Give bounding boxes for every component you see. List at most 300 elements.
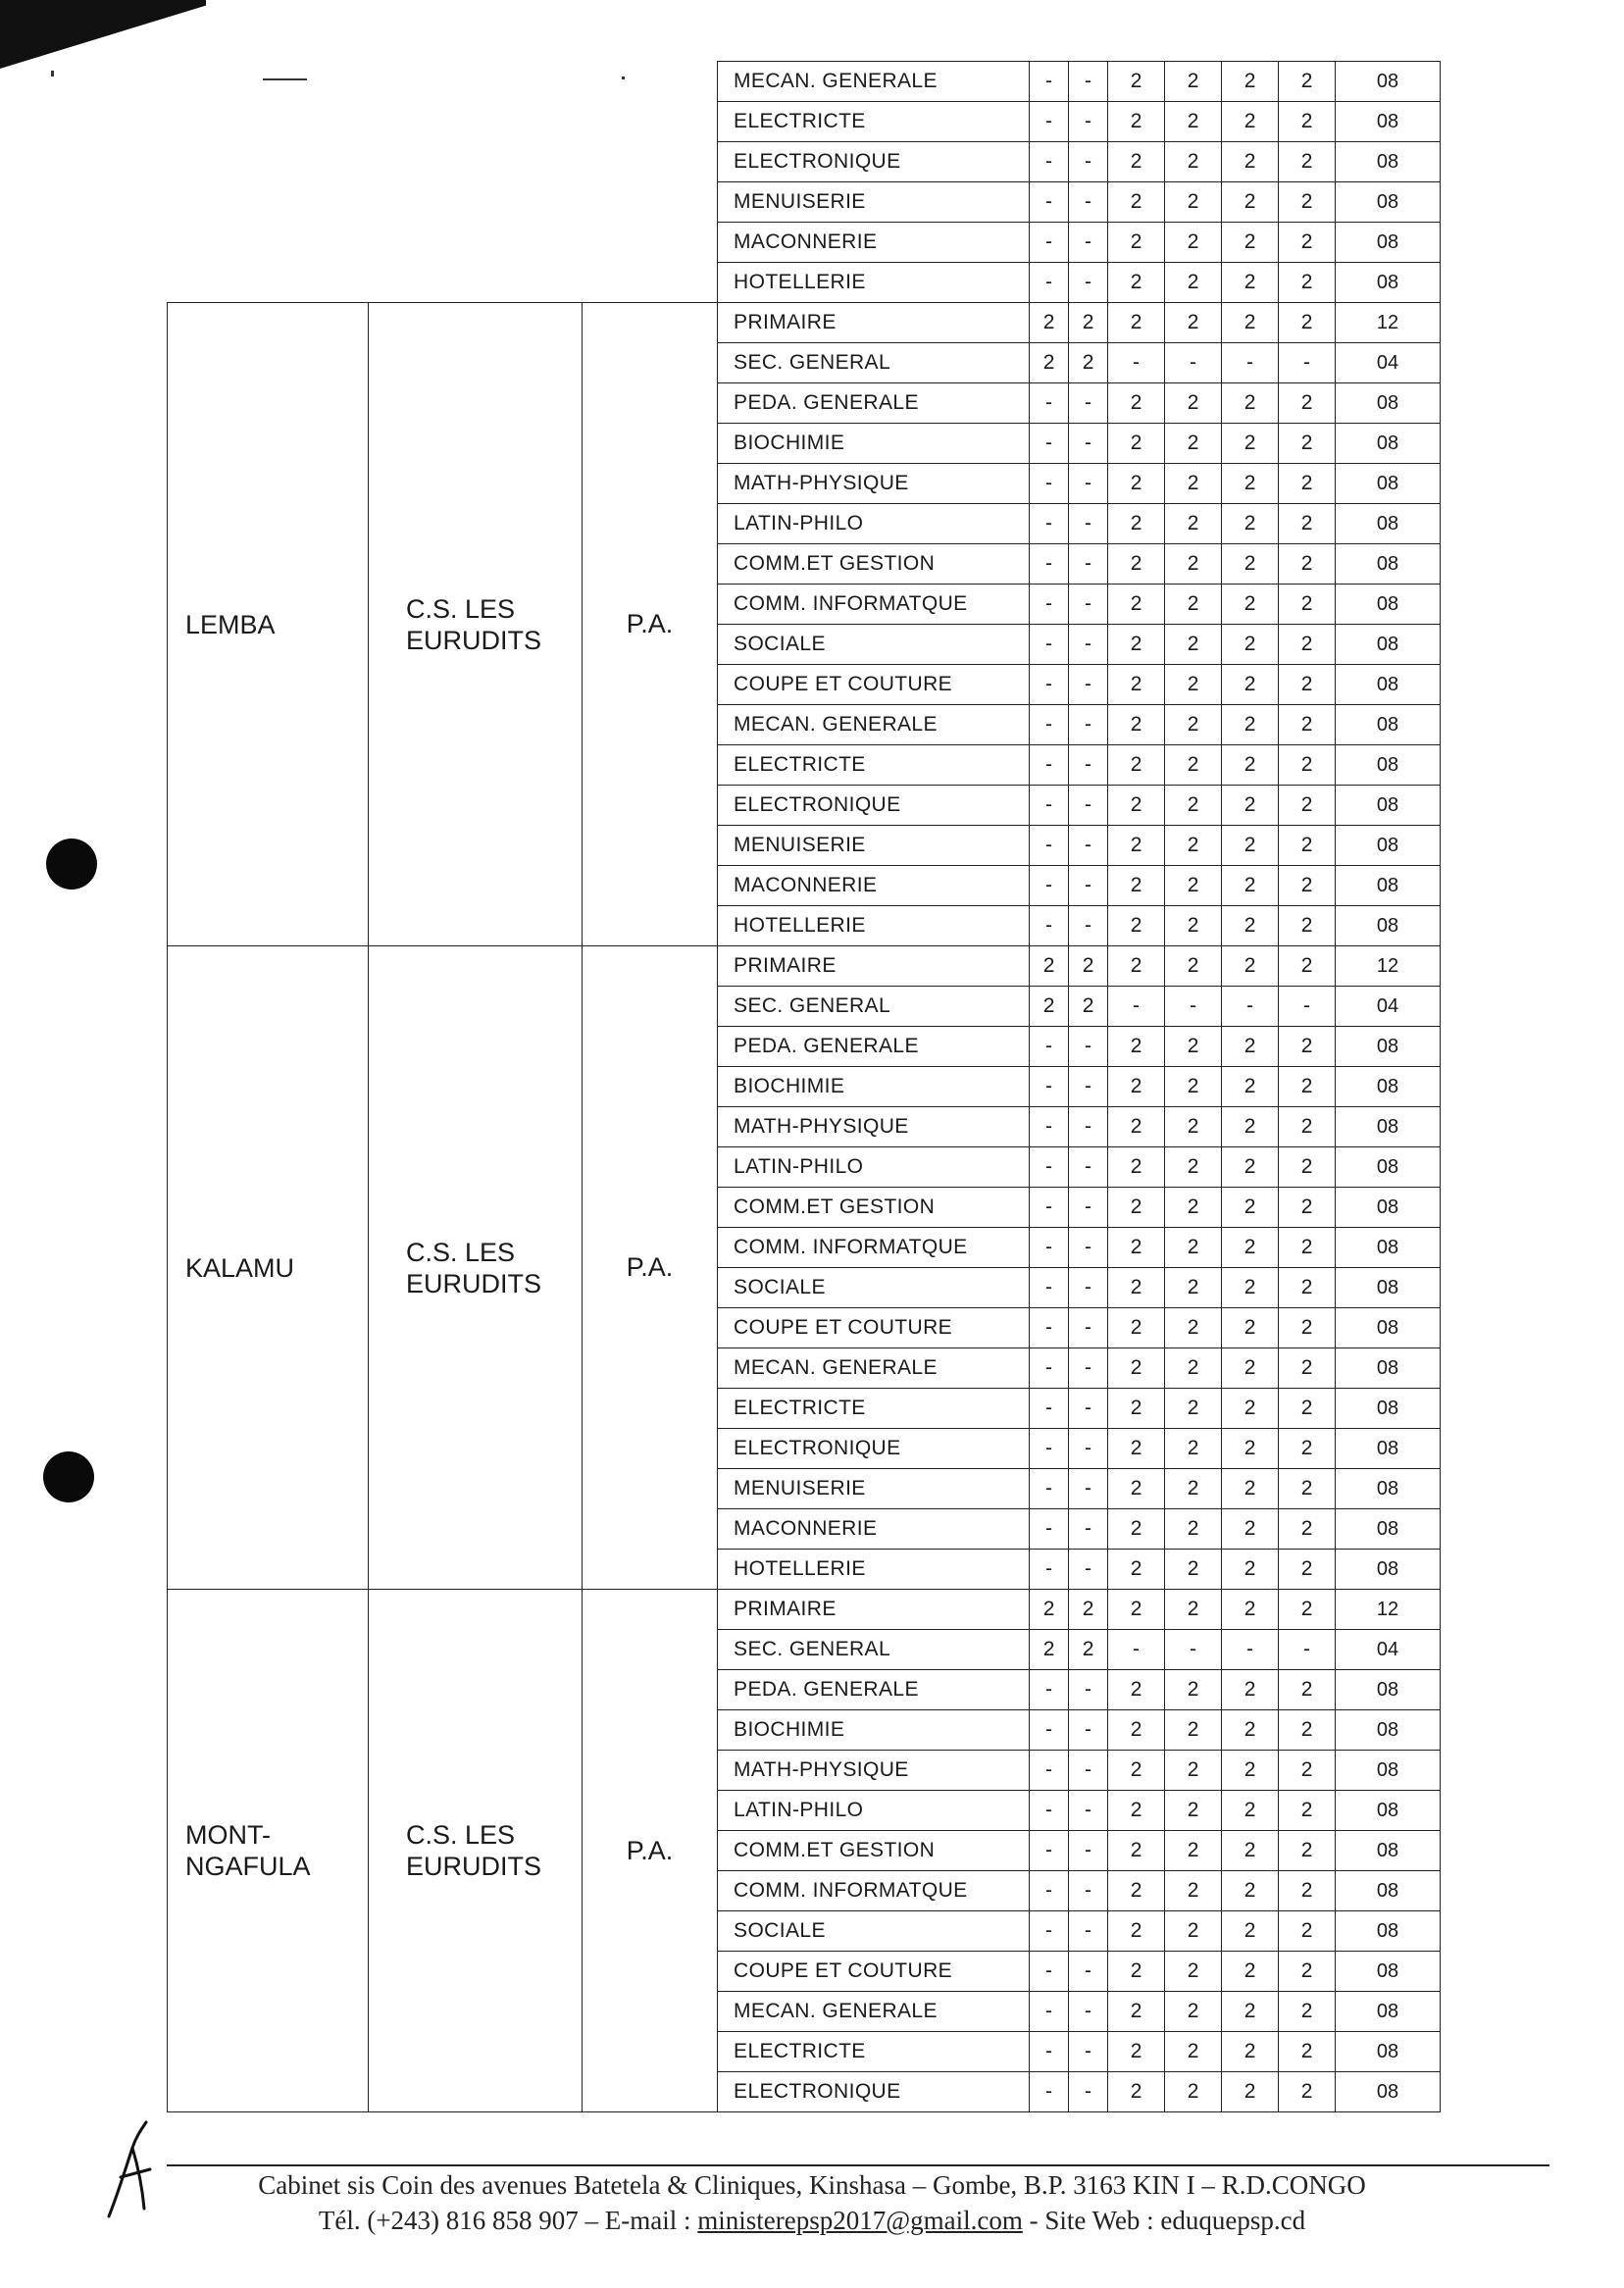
value-cell: - [1069, 1992, 1108, 2032]
total-cell: 08 [1336, 906, 1441, 946]
value-cell: 2 [1165, 544, 1222, 585]
footer-phone: Tél. (+243) 816 858 907 – E-mail : [318, 2206, 698, 2235]
value-cell: 2 [1222, 1590, 1279, 1630]
value-cell: - [1069, 1188, 1108, 1228]
filiere-cell: COMM. INFORMATQUE [718, 1228, 1030, 1268]
value-cell: - [1069, 1670, 1108, 1710]
value-cell: - [1069, 1911, 1108, 1952]
value-cell: - [1069, 1107, 1108, 1147]
value-cell: 2 [1279, 745, 1336, 786]
filiere-cell: HOTELLERIE [718, 263, 1030, 303]
filiere-cell: COUPE ET COUTURE [718, 1952, 1030, 1992]
total-cell: 08 [1336, 1228, 1441, 1268]
value-cell: - [1030, 1911, 1069, 1952]
value-cell: 2 [1108, 1429, 1165, 1469]
value-cell: 2 [1165, 665, 1222, 705]
value-cell: - [1069, 1389, 1108, 1429]
value-cell: 2 [1069, 1630, 1108, 1670]
value-cell: - [1165, 343, 1222, 383]
value-cell: 2 [1069, 987, 1108, 1027]
value-cell: - [1030, 745, 1069, 786]
total-cell: 08 [1336, 1952, 1441, 1992]
value-cell: 2 [1165, 1952, 1222, 1992]
value-cell: 2 [1165, 1550, 1222, 1590]
value-cell: 2 [1108, 1590, 1165, 1630]
schools-table [167, 61, 1441, 2112]
value-cell: - [1030, 1710, 1069, 1751]
total-cell: 12 [1336, 1590, 1441, 1630]
value-cell: 2 [1165, 464, 1222, 504]
value-cell: 2 [1108, 906, 1165, 946]
value-cell: 2 [1279, 102, 1336, 142]
total-cell: 08 [1336, 424, 1441, 464]
value-cell: - [1069, 705, 1108, 745]
value-cell: 2 [1165, 424, 1222, 464]
value-cell: - [1030, 464, 1069, 504]
value-cell: 2 [1165, 906, 1222, 946]
footer-email-link[interactable]: ministerepsp2017@gmail.com [697, 2206, 1023, 2235]
value-cell: - [1030, 1268, 1069, 1308]
value-cell: 2 [1165, 1107, 1222, 1147]
value-cell: - [1069, 1308, 1108, 1348]
footer-website: - Site Web : eduquepsp.cd [1022, 2206, 1306, 2235]
value-cell: - [1108, 343, 1165, 383]
value-cell: 2 [1279, 1107, 1336, 1147]
total-cell: 08 [1336, 1550, 1441, 1590]
total-cell: 08 [1336, 866, 1441, 906]
total-cell: 08 [1336, 625, 1441, 665]
value-cell: 2 [1222, 1710, 1279, 1751]
value-cell: 2 [1279, 182, 1336, 223]
value-cell: - [1030, 424, 1069, 464]
value-cell: - [1030, 1228, 1069, 1268]
value-cell: 2 [1108, 1871, 1165, 1911]
total-cell: 08 [1336, 1992, 1441, 2032]
total-cell: 08 [1336, 1027, 1441, 1067]
filiere-cell: ELECTRICTE [718, 2032, 1030, 2072]
total-cell: 08 [1336, 504, 1441, 544]
value-cell: 2 [1279, 1509, 1336, 1550]
total-cell: 08 [1336, 1389, 1441, 1429]
value-cell: 2 [1165, 1710, 1222, 1751]
value-cell: 2 [1108, 182, 1165, 223]
value-cell: 2 [1030, 343, 1069, 383]
filiere-cell: MACONNERIE [718, 223, 1030, 263]
value-cell: 2 [1279, 303, 1336, 343]
value-cell: - [1108, 1630, 1165, 1670]
value-cell: - [1279, 1630, 1336, 1670]
value-cell: - [1069, 182, 1108, 223]
value-cell: 2 [1222, 665, 1279, 705]
value-cell: - [1222, 1630, 1279, 1670]
total-cell: 08 [1336, 263, 1441, 303]
filiere-cell: PEDA. GENERALE [718, 1670, 1030, 1710]
value-cell: - [1069, 2072, 1108, 2112]
table-row [168, 303, 1441, 343]
value-cell: 2 [1279, 1067, 1336, 1107]
value-cell: 2 [1165, 1147, 1222, 1188]
value-cell: 2 [1279, 826, 1336, 866]
schools-table-body [168, 62, 1441, 2112]
value-cell: 2 [1222, 1348, 1279, 1389]
value-cell: 2 [1108, 1670, 1165, 1710]
value-cell: - [1069, 745, 1108, 786]
filiere-cell: LATIN-PHILO [718, 1147, 1030, 1188]
value-cell: 2 [1279, 1147, 1336, 1188]
value-cell: - [1069, 102, 1108, 142]
filiere-cell: LATIN-PHILO [718, 504, 1030, 544]
value-cell: 2 [1165, 1590, 1222, 1630]
value-cell: - [1069, 1550, 1108, 1590]
total-cell: 08 [1336, 383, 1441, 424]
value-cell: 2 [1165, 1228, 1222, 1268]
filiere-cell: ELECTRONIQUE [718, 786, 1030, 826]
value-cell: 2 [1108, 1348, 1165, 1389]
value-cell: 2 [1108, 464, 1165, 504]
value-cell: 2 [1222, 866, 1279, 906]
value-cell: 2 [1108, 223, 1165, 263]
total-cell: 08 [1336, 1268, 1441, 1308]
value-cell: - [1030, 2032, 1069, 2072]
value-cell: 2 [1279, 2072, 1336, 2112]
total-cell: 08 [1336, 1751, 1441, 1791]
value-cell: 2 [1165, 745, 1222, 786]
filiere-cell: LATIN-PHILO [718, 1791, 1030, 1831]
value-cell: 2 [1108, 1067, 1165, 1107]
filiere-cell: ELECTRICTE [718, 1389, 1030, 1429]
value-cell: 2 [1279, 1308, 1336, 1348]
value-cell: 2 [1108, 1027, 1165, 1067]
value-cell: - [1030, 866, 1069, 906]
value-cell: - [1030, 585, 1069, 625]
filiere-cell: SOCIALE [718, 1268, 1030, 1308]
value-cell: 2 [1279, 1911, 1336, 1952]
value-cell: 2 [1279, 504, 1336, 544]
value-cell: 2 [1222, 1952, 1279, 1992]
value-cell: 2 [1222, 1871, 1279, 1911]
total-cell: 08 [1336, 1067, 1441, 1107]
value-cell: 2 [1279, 705, 1336, 745]
value-cell: 2 [1279, 1550, 1336, 1590]
value-cell: 2 [1279, 1992, 1336, 2032]
value-cell: 2 [1222, 1107, 1279, 1147]
value-cell: 2 [1108, 1710, 1165, 1751]
value-cell: - [1030, 62, 1069, 102]
value-cell: - [1030, 2072, 1069, 2112]
value-cell: 2 [1165, 383, 1222, 424]
filiere-cell: BIOCHIMIE [718, 1067, 1030, 1107]
value-cell: 2 [1222, 2032, 1279, 2072]
filiere-cell: MATH-PHYSIQUE [718, 464, 1030, 504]
continuation-spacer [168, 62, 718, 303]
value-cell: 2 [1165, 223, 1222, 263]
value-cell: - [1069, 866, 1108, 906]
value-cell: 2 [1165, 504, 1222, 544]
value-cell: 2 [1165, 1067, 1222, 1107]
value-cell: 2 [1108, 263, 1165, 303]
total-cell: 08 [1336, 102, 1441, 142]
value-cell: 2 [1108, 1469, 1165, 1509]
total-cell: 08 [1336, 182, 1441, 223]
filiere-cell: MENUISERIE [718, 826, 1030, 866]
total-cell: 08 [1336, 585, 1441, 625]
value-cell: 2 [1279, 223, 1336, 263]
value-cell: 2 [1108, 1107, 1165, 1147]
value-cell: 2 [1108, 1911, 1165, 1952]
filiere-cell: PRIMAIRE [718, 1590, 1030, 1630]
total-cell: 08 [1336, 1831, 1441, 1871]
value-cell: 2 [1279, 585, 1336, 625]
table-row [168, 946, 1441, 987]
value-cell: 2 [1108, 665, 1165, 705]
value-cell: - [1030, 1871, 1069, 1911]
value-cell: 2 [1279, 1791, 1336, 1831]
value-cell: 2 [1165, 705, 1222, 745]
value-cell: - [1030, 1670, 1069, 1710]
value-cell: 2 [1030, 1630, 1069, 1670]
filiere-cell: PRIMAIRE [718, 946, 1030, 987]
value-cell: - [1222, 343, 1279, 383]
value-cell: - [1030, 1952, 1069, 1992]
value-cell: 2 [1030, 987, 1069, 1027]
commune-cell: MONT-NGAFULA [168, 1590, 369, 2112]
value-cell: 2 [1108, 383, 1165, 424]
value-cell: 2 [1279, 1871, 1336, 1911]
value-cell: 2 [1279, 1831, 1336, 1871]
value-cell: 2 [1279, 1027, 1336, 1067]
value-cell: - [1222, 987, 1279, 1027]
school-cell: C.S. LES EURUDITS [369, 1590, 583, 2112]
value-cell: - [1069, 142, 1108, 182]
value-cell: - [1030, 1067, 1069, 1107]
value-cell: - [1030, 1147, 1069, 1188]
scan-corner-mark [0, 0, 206, 69]
filiere-cell: MECAN. GENERALE [718, 1348, 1030, 1389]
value-cell: 2 [1279, 946, 1336, 987]
value-cell: 2 [1165, 1348, 1222, 1389]
value-cell: 2 [1108, 1550, 1165, 1590]
total-cell: 08 [1336, 1871, 1441, 1911]
value-cell: 2 [1222, 1670, 1279, 1710]
value-cell: 2 [1279, 1429, 1336, 1469]
value-cell: - [1069, 383, 1108, 424]
filiere-cell: MACONNERIE [718, 1509, 1030, 1550]
value-cell: 2 [1279, 1389, 1336, 1429]
value-cell: 2 [1165, 866, 1222, 906]
filiere-cell: SEC. GENERAL [718, 1630, 1030, 1670]
value-cell: - [1069, 1509, 1108, 1550]
value-cell: - [1069, 1228, 1108, 1268]
value-cell: 2 [1108, 625, 1165, 665]
value-cell: 2 [1279, 625, 1336, 665]
value-cell: 2 [1108, 424, 1165, 464]
total-cell: 04 [1336, 343, 1441, 383]
value-cell: 2 [1279, 1952, 1336, 1992]
value-cell: 2 [1279, 263, 1336, 303]
value-cell: 2 [1069, 1590, 1108, 1630]
value-cell: - [1069, 585, 1108, 625]
value-cell: - [1108, 987, 1165, 1027]
value-cell: 2 [1108, 786, 1165, 826]
filiere-cell: SOCIALE [718, 625, 1030, 665]
value-cell: 2 [1165, 585, 1222, 625]
value-cell: 2 [1222, 1147, 1279, 1188]
value-cell: 2 [1108, 705, 1165, 745]
filiere-cell: COMM. INFORMATQUE [718, 1871, 1030, 1911]
commune-cell: KALAMU [168, 946, 369, 1590]
value-cell: - [1165, 987, 1222, 1027]
filiere-cell: MACONNERIE [718, 866, 1030, 906]
value-cell: 2 [1069, 946, 1108, 987]
value-cell: 2 [1279, 665, 1336, 705]
total-cell: 08 [1336, 142, 1441, 182]
value-cell: 2 [1165, 826, 1222, 866]
value-cell: - [1069, 2032, 1108, 2072]
value-cell: - [1030, 1348, 1069, 1389]
value-cell: 2 [1222, 946, 1279, 987]
value-cell: 2 [1108, 62, 1165, 102]
total-cell: 08 [1336, 464, 1441, 504]
value-cell: 2 [1222, 1429, 1279, 1469]
value-cell: 2 [1108, 544, 1165, 585]
value-cell: 2 [1165, 1871, 1222, 1911]
value-cell: - [1165, 1630, 1222, 1670]
filiere-cell: HOTELLERIE [718, 1550, 1030, 1590]
regime-cell: P.A. [583, 946, 718, 1590]
value-cell: 2 [1030, 303, 1069, 343]
value-cell: 2 [1069, 343, 1108, 383]
value-cell: 2 [1279, 906, 1336, 946]
commune-cell: LEMBA [168, 303, 369, 946]
value-cell: 2 [1108, 585, 1165, 625]
value-cell: 2 [1165, 946, 1222, 987]
value-cell: 2 [1222, 1469, 1279, 1509]
value-cell: 2 [1165, 303, 1222, 343]
value-cell: 2 [1165, 1751, 1222, 1791]
footer [0, 2167, 1624, 2238]
filiere-cell: COMM.ET GESTION [718, 544, 1030, 585]
value-cell: 2 [1165, 263, 1222, 303]
value-cell: - [1069, 906, 1108, 946]
filiere-cell: MECAN. GENERALE [718, 62, 1030, 102]
filiere-cell: ELECTRONIQUE [718, 1429, 1030, 1469]
value-cell: 2 [1222, 826, 1279, 866]
total-cell: 08 [1336, 223, 1441, 263]
value-cell: - [1030, 625, 1069, 665]
total-cell: 08 [1336, 1791, 1441, 1831]
total-cell: 08 [1336, 745, 1441, 786]
value-cell: 2 [1222, 383, 1279, 424]
value-cell: - [1069, 424, 1108, 464]
value-cell: - [1030, 504, 1069, 544]
value-cell: 2 [1222, 1188, 1279, 1228]
value-cell: - [1069, 62, 1108, 102]
value-cell: - [1030, 1550, 1069, 1590]
filiere-cell: BIOCHIMIE [718, 424, 1030, 464]
value-cell: 2 [1108, 1308, 1165, 1348]
total-cell: 08 [1336, 1308, 1441, 1348]
value-cell: 2 [1222, 464, 1279, 504]
value-cell: 2 [1279, 1188, 1336, 1228]
value-cell: 2 [1222, 223, 1279, 263]
value-cell: 2 [1222, 585, 1279, 625]
value-cell: 2 [1222, 1027, 1279, 1067]
value-cell: - [1030, 1308, 1069, 1348]
value-cell: 2 [1222, 1067, 1279, 1107]
value-cell: - [1030, 1429, 1069, 1469]
value-cell: - [1069, 1791, 1108, 1831]
value-cell: 2 [1222, 906, 1279, 946]
filiere-cell: ELECTRONIQUE [718, 142, 1030, 182]
value-cell: 2 [1222, 142, 1279, 182]
value-cell: 2 [1222, 625, 1279, 665]
value-cell: - [1069, 786, 1108, 826]
total-cell: 08 [1336, 2072, 1441, 2112]
value-cell: - [1030, 1509, 1069, 1550]
value-cell: - [1069, 1871, 1108, 1911]
scan-speck [51, 71, 54, 76]
value-cell: - [1069, 544, 1108, 585]
value-cell: 2 [1108, 1751, 1165, 1791]
value-cell: - [1069, 1469, 1108, 1509]
filiere-cell: ELECTRICTE [718, 745, 1030, 786]
total-cell: 08 [1336, 1469, 1441, 1509]
filiere-cell: BIOCHIMIE [718, 1710, 1030, 1751]
value-cell: 2 [1165, 1308, 1222, 1348]
value-cell: 2 [1222, 1509, 1279, 1550]
school-cell: C.S. LES EURUDITS [369, 946, 583, 1590]
value-cell: 2 [1108, 142, 1165, 182]
value-cell: 2 [1222, 182, 1279, 223]
value-cell: 2 [1279, 1590, 1336, 1630]
value-cell: - [1069, 1067, 1108, 1107]
value-cell: 2 [1108, 1831, 1165, 1871]
value-cell: 2 [1108, 745, 1165, 786]
value-cell: 2 [1222, 424, 1279, 464]
value-cell: 2 [1165, 2072, 1222, 2112]
filiere-cell: COUPE ET COUTURE [718, 1308, 1030, 1348]
filiere-cell: MATH-PHYSIQUE [718, 1107, 1030, 1147]
value-cell: 2 [1279, 1469, 1336, 1509]
value-cell: - [1030, 102, 1069, 142]
value-cell: 2 [1222, 263, 1279, 303]
value-cell: 2 [1279, 62, 1336, 102]
filiere-cell: ELECTRONIQUE [718, 2072, 1030, 2112]
value-cell: - [1069, 504, 1108, 544]
total-cell: 08 [1336, 1188, 1441, 1228]
value-cell: - [1069, 464, 1108, 504]
value-cell: - [1030, 786, 1069, 826]
table-row [168, 62, 1441, 102]
value-cell: - [1030, 1791, 1069, 1831]
value-cell: 2 [1108, 946, 1165, 987]
punch-hole [46, 839, 97, 890]
value-cell: - [1030, 665, 1069, 705]
filiere-cell: SEC. GENERAL [718, 343, 1030, 383]
filiere-cell: PEDA. GENERALE [718, 383, 1030, 424]
value-cell: 2 [1222, 1389, 1279, 1429]
value-cell: - [1279, 343, 1336, 383]
value-cell: 2 [1108, 2032, 1165, 2072]
punch-hole [43, 1451, 94, 1502]
value-cell: 2 [1165, 1188, 1222, 1228]
total-cell: 12 [1336, 946, 1441, 987]
value-cell: - [1030, 1389, 1069, 1429]
total-cell: 12 [1336, 303, 1441, 343]
filiere-cell: COUPE ET COUTURE [718, 665, 1030, 705]
value-cell: - [1069, 625, 1108, 665]
total-cell: 08 [1336, 826, 1441, 866]
